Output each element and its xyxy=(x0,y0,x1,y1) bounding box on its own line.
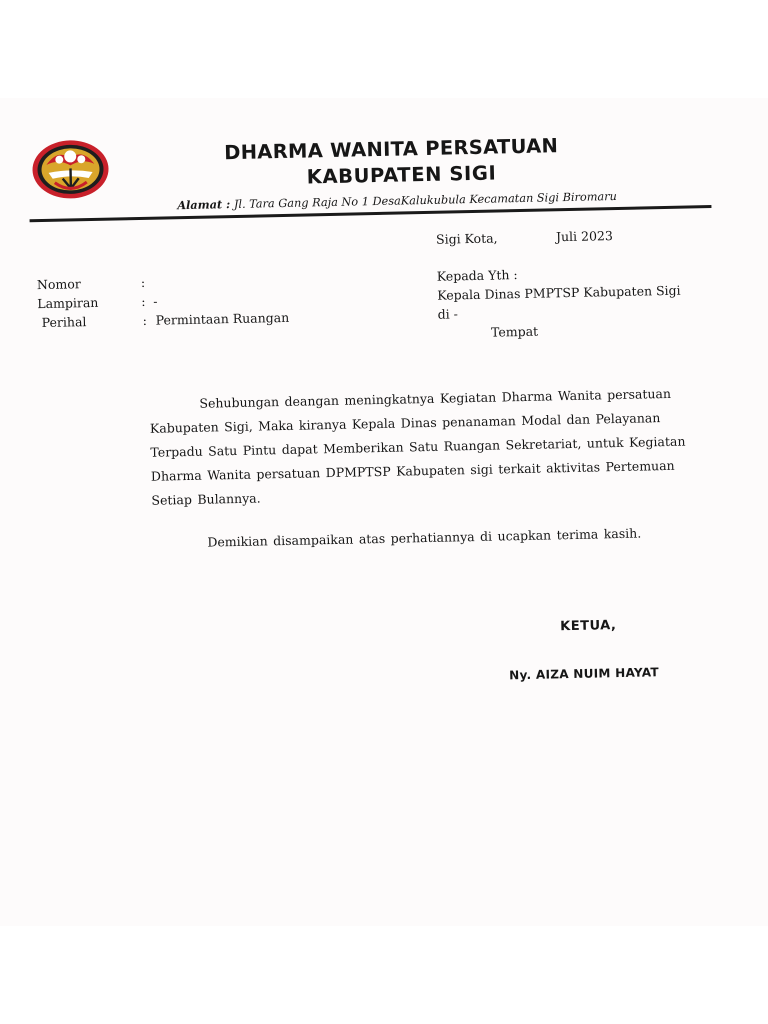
meta-label-perihal: Perihal xyxy=(41,314,87,331)
signature-name: Ny. AIZA NUIM HAYAT xyxy=(509,665,660,683)
organization-name: DHARMA WANITA PERSATUAN xyxy=(223,134,559,165)
body-line: Kabupaten Sigi, Maka kiranya Kepala Dinas penanaman Modal dan Pelayanan xyxy=(149,410,661,436)
signature-title: KETUA, xyxy=(560,618,617,635)
body-line: Terpadu Satu Pintu dapat Memberikan Satu Ruangan Sekretariat, untuk Kegiatan xyxy=(150,433,686,460)
meta-colon-nomor: : xyxy=(140,274,146,290)
recipient-place: Tempat xyxy=(490,323,539,340)
closing-line: Demikian disampaikan atas perhatiannya di ucapkan terima kasih. xyxy=(207,525,642,550)
meta-colon-lampiran: : xyxy=(141,293,146,309)
dharma-wanita-emblem-icon xyxy=(30,138,111,202)
meta-colon-perihal: : xyxy=(142,312,148,328)
address-text: Jl. Tara Gang Raja No 1 DesaKalukubula Kecamatan Sigi Biromaru xyxy=(233,189,618,212)
body-line: Dharma Wanita persatuan DPMPTSP Kabupaten sigi terkait aktivitas Pertemuan xyxy=(150,457,675,484)
body-line: Sehubungan deangan meningkatnya Kegiatan Dharma Wanita persatuan xyxy=(199,385,672,411)
address-label: Alamat : xyxy=(177,197,231,213)
meta-value-perihal: Permintaan Ruangan xyxy=(155,309,290,328)
letter-date: Juli 2023 xyxy=(555,228,614,245)
regency-name: KABUPATEN SIGI xyxy=(306,161,497,189)
meta-value-lampiran: - xyxy=(153,293,158,309)
body-line: Setiap Bulannya. xyxy=(151,490,261,508)
letter-place: Sigi Kota, xyxy=(435,230,498,247)
recipient-name: Kepala Dinas PMPTSP Kabupaten Sigi xyxy=(437,282,681,303)
meta-label-nomor: Nomor xyxy=(36,276,81,293)
letter-page xyxy=(0,98,768,926)
recipient-at: di - xyxy=(437,306,458,322)
recipient-greeting: Kepada Yth : xyxy=(436,267,518,284)
meta-label-lampiran: Lampiran xyxy=(37,294,99,312)
letter-content xyxy=(0,98,768,926)
